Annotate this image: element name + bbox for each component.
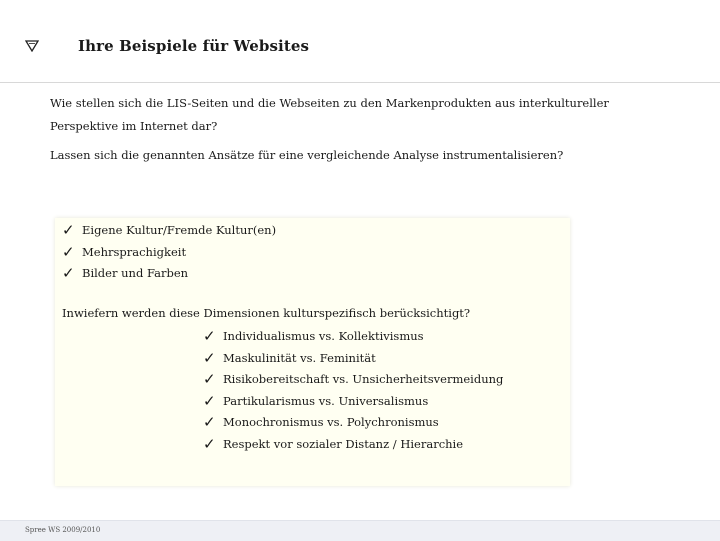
list-item [62, 242, 276, 264]
list-item-label: Maskulinität vs. Feminität [223, 350, 376, 365]
check-icon: ✓ [203, 327, 216, 345]
list-item [203, 391, 503, 413]
list-item-label: Monochronismus vs. Polychronismus [223, 415, 439, 430]
intro-question-1: Wie stellen sich die LIS-Seiten und die Webseiten zu den Markenprodukten aus interkultureller Perspektive im Internet dar? [50, 96, 609, 133]
list-item-label: Individualismus vs. Kollektivismus [223, 329, 424, 343]
check-icon: ✓ [203, 413, 216, 432]
list-item [203, 434, 503, 456]
list-item-label: Bilder und Farben [82, 266, 189, 280]
check-icon: ✓ [203, 370, 216, 389]
list-item [203, 326, 503, 348]
list-item [203, 369, 503, 391]
check-icon: ✓ [62, 264, 75, 282]
title-bar [0, 0, 720, 83]
check-icon: ✓ [203, 434, 216, 453]
footer-text: Spree WS 2009/2010 [25, 526, 101, 534]
list-item [62, 220, 276, 242]
check-icon: ✓ [203, 348, 216, 367]
list-item-label: Mehrsprachigkeit [82, 244, 187, 259]
slide-title: Ihre Beispiele für Websites [78, 37, 310, 55]
list-item-label: Partikularismus vs. Universalismus [223, 393, 429, 408]
list-item [203, 348, 503, 370]
footer-bar [0, 520, 720, 541]
intro-question-2: Lassen sich die genannten Ansätze für eine vergleichende Analyse instrumentalisieren? [50, 148, 564, 162]
dimensions-question: Inwiefern werden diese Dimensionen kulturspezifisch berücksichtigt? [62, 306, 471, 320]
list-item [62, 263, 276, 285]
intro-text [50, 92, 610, 167]
check-icon: ✓ [62, 242, 75, 261]
dimension-list [203, 326, 503, 456]
check-icon: ✓ [203, 391, 216, 410]
check-icon: ✓ [62, 221, 75, 239]
list-item-label: Respekt vor sozialer Distanz / Hierarchie [223, 436, 464, 451]
list-item-label: Risikobereitschaft vs. Unsicherheitsvermeidung [223, 372, 504, 387]
list-item-label: Eigene Kultur/Fremde Kultur(en) [82, 223, 277, 237]
arrow-down-triangle-icon [25, 40, 39, 52]
list-item [203, 412, 503, 434]
aspect-list [62, 220, 276, 285]
